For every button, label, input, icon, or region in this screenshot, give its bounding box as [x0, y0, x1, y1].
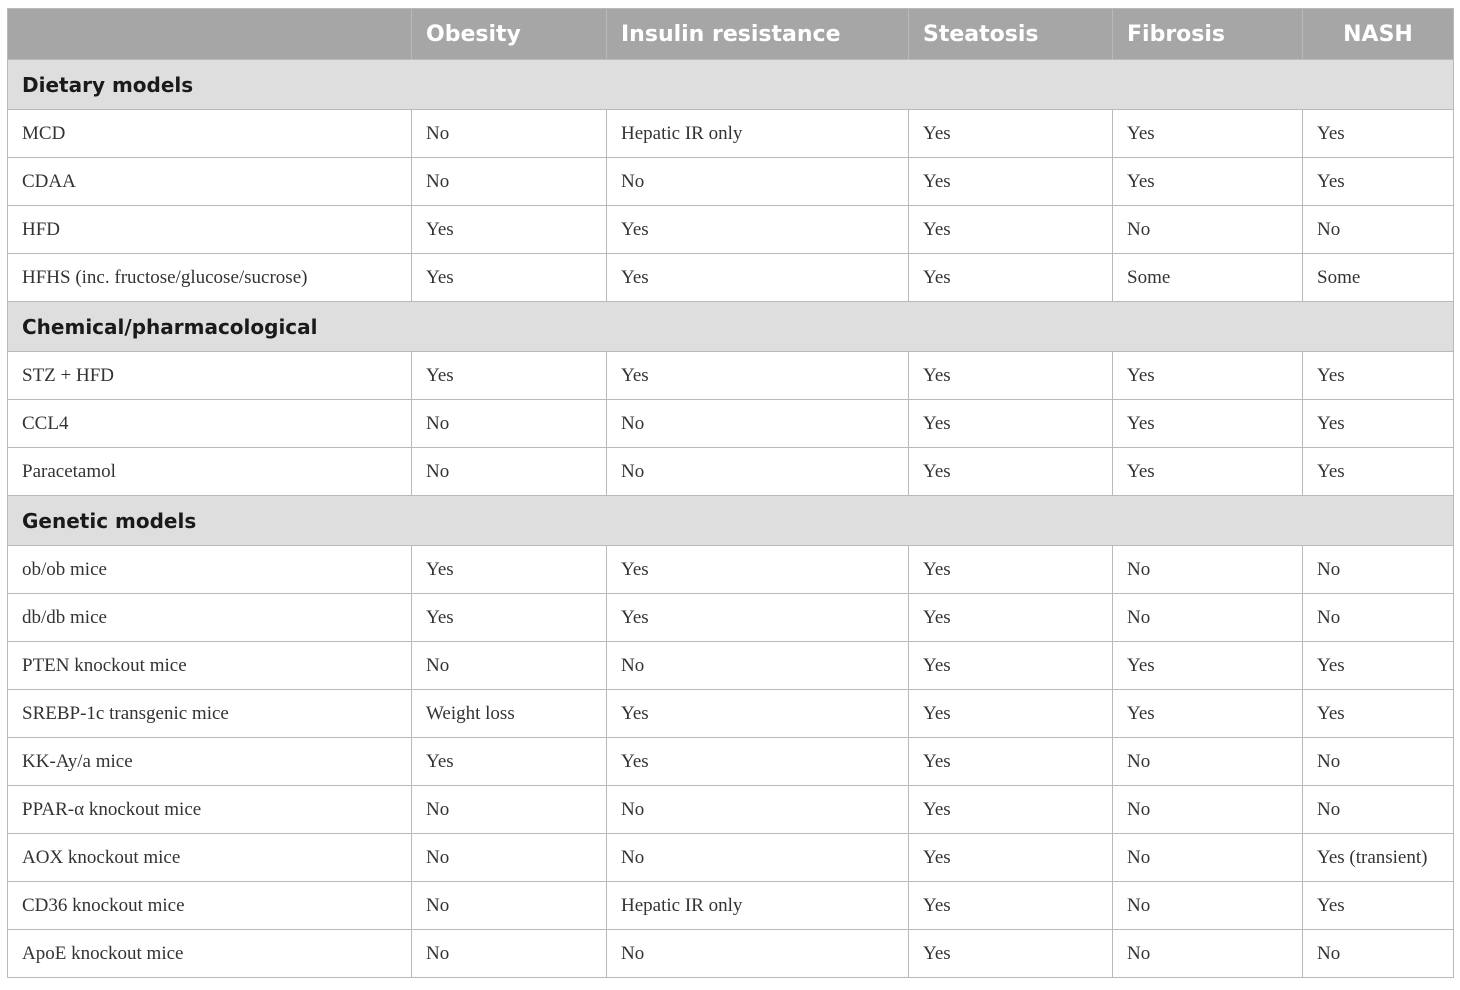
section-row — [8, 302, 1454, 352]
table-body — [8, 60, 1454, 978]
cell-fibrosis: Yes — [1113, 448, 1303, 496]
cell-nash: Yes — [1303, 882, 1454, 930]
cell-nash: Some — [1303, 254, 1454, 302]
cell-obesity: Yes — [412, 594, 607, 642]
table-row — [8, 352, 1454, 400]
cell-fibrosis: Yes — [1113, 400, 1303, 448]
cell-steatosis: Yes — [909, 158, 1113, 206]
cell-steatosis: Yes — [909, 254, 1113, 302]
section-title: Genetic models — [8, 496, 1454, 546]
cell-fibrosis: Yes — [1113, 690, 1303, 738]
cell-obesity: No — [412, 882, 607, 930]
cell-insulin-resistance: No — [607, 642, 909, 690]
cell-nash: No — [1303, 594, 1454, 642]
cell-fibrosis: No — [1113, 834, 1303, 882]
cell-obesity: No — [412, 834, 607, 882]
cell-model: KK-Ay/a mice — [8, 738, 412, 786]
cell-model: HFD — [8, 206, 412, 254]
cell-model: Paracetamol — [8, 448, 412, 496]
header-cell-model — [8, 9, 412, 60]
cell-model: db/db mice — [8, 594, 412, 642]
cell-steatosis: Yes — [909, 834, 1113, 882]
cell-obesity: Weight loss — [412, 690, 607, 738]
cell-fibrosis: No — [1113, 882, 1303, 930]
cell-steatosis: Yes — [909, 930, 1113, 978]
section-row — [8, 496, 1454, 546]
table-row — [8, 642, 1454, 690]
cell-insulin-resistance: No — [607, 930, 909, 978]
cell-nash: Yes — [1303, 110, 1454, 158]
section-title: Dietary models — [8, 60, 1454, 110]
cell-nash: Yes — [1303, 448, 1454, 496]
header-cell-steatosis: Steatosis — [909, 9, 1113, 60]
cell-model: CDAA — [8, 158, 412, 206]
cell-obesity: Yes — [412, 546, 607, 594]
cell-steatosis: Yes — [909, 642, 1113, 690]
cell-fibrosis: No — [1113, 594, 1303, 642]
table-row — [8, 594, 1454, 642]
cell-steatosis: Yes — [909, 352, 1113, 400]
cell-steatosis: Yes — [909, 546, 1113, 594]
cell-obesity: No — [412, 400, 607, 448]
table-row — [8, 546, 1454, 594]
cell-steatosis: Yes — [909, 110, 1113, 158]
table-row — [8, 834, 1454, 882]
cell-obesity: No — [412, 110, 607, 158]
cell-insulin-resistance: No — [607, 158, 909, 206]
cell-steatosis: Yes — [909, 738, 1113, 786]
cell-model: CCL4 — [8, 400, 412, 448]
cell-insulin-resistance: No — [607, 400, 909, 448]
cell-obesity: No — [412, 642, 607, 690]
cell-insulin-resistance: Yes — [607, 254, 909, 302]
cell-steatosis: Yes — [909, 786, 1113, 834]
cell-insulin-resistance: No — [607, 786, 909, 834]
table-row — [8, 254, 1454, 302]
table-row — [8, 786, 1454, 834]
table-row — [8, 400, 1454, 448]
header-cell-obesity: Obesity — [412, 9, 607, 60]
cell-obesity: No — [412, 448, 607, 496]
cell-insulin-resistance: Yes — [607, 738, 909, 786]
cell-fibrosis: No — [1113, 738, 1303, 786]
table-header — [8, 9, 1454, 60]
table-row — [8, 158, 1454, 206]
cell-model: AOX knockout mice — [8, 834, 412, 882]
cell-nash: Yes — [1303, 642, 1454, 690]
cell-steatosis: Yes — [909, 594, 1113, 642]
cell-nash: No — [1303, 546, 1454, 594]
cell-model: CD36 knockout mice — [8, 882, 412, 930]
cell-insulin-resistance: No — [607, 834, 909, 882]
cell-model: HFHS (inc. fructose/glucose/sucrose) — [8, 254, 412, 302]
cell-nash: Yes — [1303, 690, 1454, 738]
cell-steatosis: Yes — [909, 882, 1113, 930]
header-row — [8, 9, 1454, 60]
table-row — [8, 110, 1454, 158]
cell-obesity: Yes — [412, 352, 607, 400]
cell-fibrosis: No — [1113, 206, 1303, 254]
cell-fibrosis: Yes — [1113, 158, 1303, 206]
cell-nash: No — [1303, 206, 1454, 254]
models-table — [7, 8, 1454, 978]
cell-nash: Yes — [1303, 352, 1454, 400]
cell-nash: Yes — [1303, 158, 1454, 206]
header-cell-fibrosis: Fibrosis — [1113, 9, 1303, 60]
cell-model: PTEN knockout mice — [8, 642, 412, 690]
header-cell-nash: NASH — [1303, 9, 1454, 60]
header-cell-insulin-resistance: Insulin resistance — [607, 9, 909, 60]
table-row — [8, 738, 1454, 786]
cell-insulin-resistance: Yes — [607, 352, 909, 400]
cell-nash: Yes (transient) — [1303, 834, 1454, 882]
cell-steatosis: Yes — [909, 448, 1113, 496]
cell-insulin-resistance: Yes — [607, 546, 909, 594]
cell-obesity: Yes — [412, 254, 607, 302]
section-title: Chemical/pharmacological — [8, 302, 1454, 352]
cell-fibrosis: Yes — [1113, 110, 1303, 158]
cell-steatosis: Yes — [909, 206, 1113, 254]
cell-obesity: Yes — [412, 738, 607, 786]
cell-fibrosis: No — [1113, 546, 1303, 594]
cell-nash: Yes — [1303, 400, 1454, 448]
cell-model: STZ + HFD — [8, 352, 412, 400]
cell-insulin-resistance: No — [607, 448, 909, 496]
cell-obesity: No — [412, 930, 607, 978]
cell-fibrosis: Some — [1113, 254, 1303, 302]
cell-model: SREBP-1c transgenic mice — [8, 690, 412, 738]
table-row — [8, 930, 1454, 978]
cell-fibrosis: No — [1113, 786, 1303, 834]
cell-nash: No — [1303, 786, 1454, 834]
cell-model: MCD — [8, 110, 412, 158]
cell-obesity: No — [412, 786, 607, 834]
cell-fibrosis: No — [1113, 930, 1303, 978]
table-row — [8, 690, 1454, 738]
cell-model: ob/ob mice — [8, 546, 412, 594]
cell-steatosis: Yes — [909, 690, 1113, 738]
section-row — [8, 60, 1454, 110]
cell-model: PPAR-α knockout mice — [8, 786, 412, 834]
table-row — [8, 206, 1454, 254]
cell-model: ApoE knockout mice — [8, 930, 412, 978]
table-row — [8, 882, 1454, 930]
cell-insulin-resistance: Hepatic IR only — [607, 882, 909, 930]
cell-nash: No — [1303, 930, 1454, 978]
cell-obesity: No — [412, 158, 607, 206]
table-row — [8, 448, 1454, 496]
cell-fibrosis: Yes — [1113, 352, 1303, 400]
cell-fibrosis: Yes — [1113, 642, 1303, 690]
cell-insulin-resistance: Yes — [607, 594, 909, 642]
cell-insulin-resistance: Yes — [607, 690, 909, 738]
cell-nash: No — [1303, 738, 1454, 786]
cell-insulin-resistance: Hepatic IR only — [607, 110, 909, 158]
cell-steatosis: Yes — [909, 400, 1113, 448]
cell-obesity: Yes — [412, 206, 607, 254]
cell-insulin-resistance: Yes — [607, 206, 909, 254]
